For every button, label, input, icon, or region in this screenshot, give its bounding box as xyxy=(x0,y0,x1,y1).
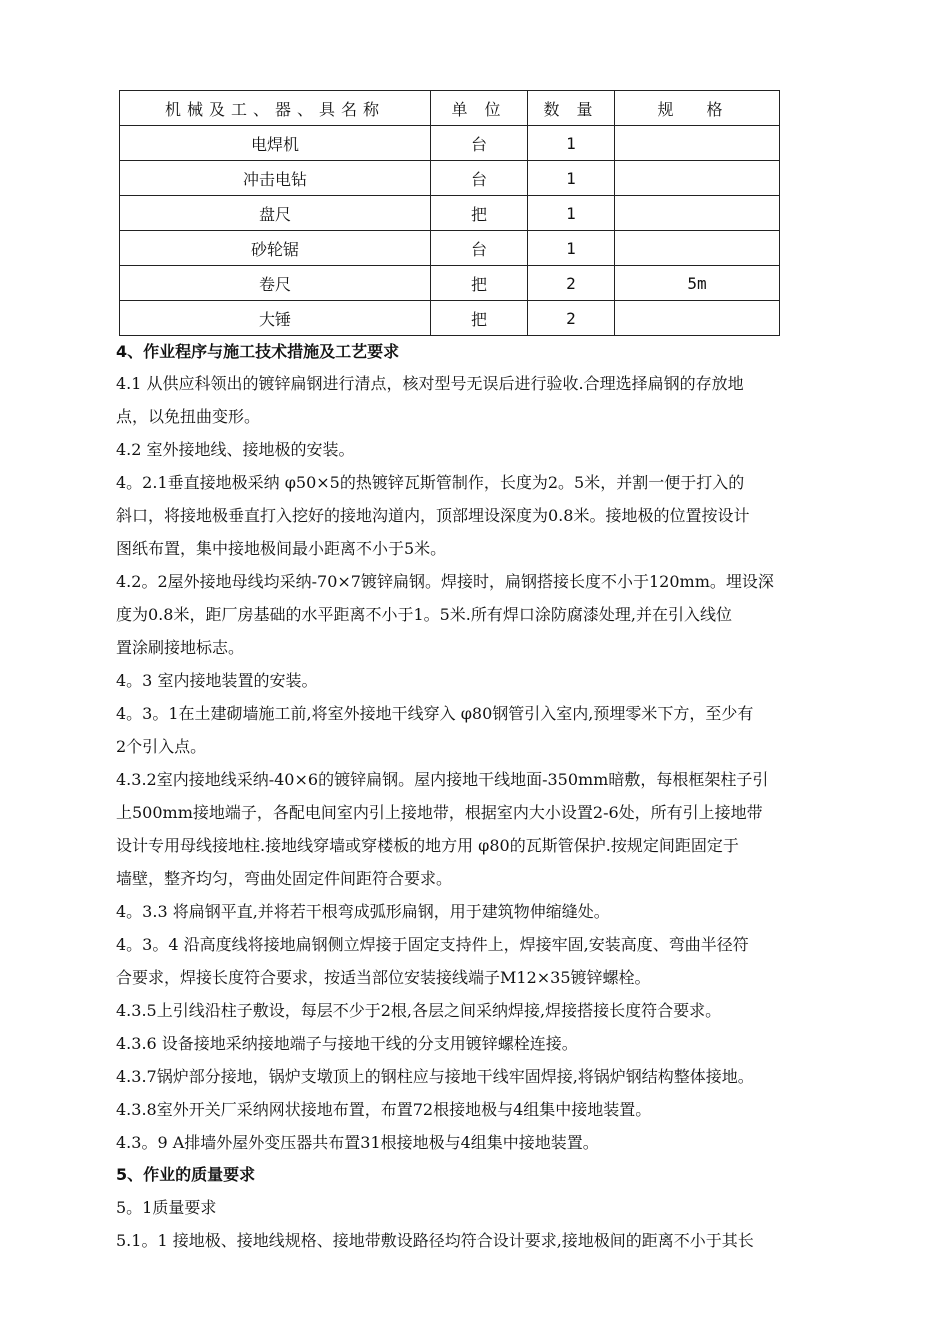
body-line: 合要求，焊接长度符合要求，按适当部位安装接线端子M12×35镀锌螺栓。 xyxy=(116,968,651,987)
body-line: 5.1。1 接地极、接地线规格、接地带敷设路径均符合设计要求,接地极间的距离不小于其长 xyxy=(116,1231,754,1250)
body-line: 墙壁，整齐均匀，弯曲处固定件间距符合要求。 xyxy=(116,869,453,888)
body-line: 4.3.5上引线沿柱子敷设，每层不少于2根,各层之间采纳焊接,焊接搭接长度符合要求。 xyxy=(116,1001,722,1020)
table-row xyxy=(120,231,780,266)
header-name: 机械及工、器、具名称 xyxy=(120,91,431,126)
body-line: 4。2.1垂直接地极采纳 φ50×5的热镀锌瓦斯管制作，长度为2。5米，并割一便于打入的 xyxy=(116,473,745,492)
section-heading-5: 5、作业的质量要求 xyxy=(116,1165,256,1184)
cell-spec xyxy=(615,301,780,336)
body-line: 4.2 室外接地线、接地极的安装。 xyxy=(116,440,355,459)
cell-name: 盘尺 xyxy=(120,196,431,231)
table-row xyxy=(120,301,780,336)
body-line: 4.3.2室内接地线采纳-40×6的镀锌扁钢。屋内接地干线地面-350mm暗敷，每根框架柱子引 xyxy=(116,770,769,789)
table-row xyxy=(120,161,780,196)
cell-quantity: 2 xyxy=(528,266,615,301)
body-line: 4。3。1在土建砌墙施工前,将室外接地干线穿入 φ80钢管引入室内,预埋零米下方，至少有 xyxy=(116,704,754,723)
tools-table xyxy=(119,90,780,336)
cell-spec xyxy=(615,196,780,231)
cell-quantity: 1 xyxy=(528,161,615,196)
cell-name: 卷尺 xyxy=(120,266,431,301)
cell-quantity: 1 xyxy=(528,231,615,266)
header-quantity: 数 量 xyxy=(528,91,615,126)
body-line: 设计专用母线接地柱.接地线穿墙或穿楼板的地方用 φ80的瓦斯管保护.按规定间距固定于 xyxy=(116,836,739,855)
body-line: 4.3。9 A排墙外屋外变压器共布置31根接地极与4组集中接地装置。 xyxy=(116,1133,599,1152)
body-line: 点，以免扭曲变形。 xyxy=(116,407,261,426)
body-line: 上500mm接地端子，各配电间室内引上接地带，根据室内大小设置2-6处，所有引上接地带 xyxy=(116,803,763,822)
body-line: 置涂刷接地标志。 xyxy=(116,638,245,657)
cell-unit: 把 xyxy=(431,196,528,231)
body-line: 4。3.3 将扁钢平直,并将若干根弯成弧形扁钢，用于建筑物伸缩缝处。 xyxy=(116,902,610,921)
cell-quantity: 1 xyxy=(528,196,615,231)
cell-spec: 5m xyxy=(615,266,780,301)
section-heading-4: 4、作业程序与施工技术措施及工艺要求 xyxy=(116,342,400,361)
cell-spec xyxy=(615,126,780,161)
cell-name: 冲击电钻 xyxy=(120,161,431,196)
body-line: 4.3.6 设备接地采纳接地端子与接地干线的分支用镀锌螺栓连接。 xyxy=(116,1034,578,1053)
body-line: 4.3.7锅炉部分接地，锅炉支墩顶上的钢柱应与接地干线牢固焊接,将锅炉钢结构整体接地。 xyxy=(116,1067,754,1086)
body-line: 4.1 从供应科领出的镀锌扁钢进行清点，核对型号无误后进行验收.合理选择扁钢的存放地 xyxy=(116,374,744,393)
body-line: 度为0.8米，距厂房基础的水平距离不小于1。5米.所有焊口涂防腐漆处理,并在引入线位 xyxy=(116,605,732,624)
table-header-row xyxy=(120,91,780,126)
body-line: 4。3。4 沿高度线将接地扁钢侧立焊接于固定支持件上，焊接牢固,安装高度、弯曲半径符 xyxy=(116,935,749,954)
cell-quantity: 2 xyxy=(528,301,615,336)
body-line: 斜口，将接地极垂直打入挖好的接地沟道内，顶部埋设深度为0.8米。接地极的位置按设计 xyxy=(116,506,750,525)
cell-spec xyxy=(615,161,780,196)
cell-quantity: 1 xyxy=(528,126,615,161)
header-unit: 单 位 xyxy=(431,91,528,126)
cell-name: 砂轮锯 xyxy=(120,231,431,266)
cell-unit: 台 xyxy=(431,231,528,266)
cell-unit: 台 xyxy=(431,161,528,196)
cell-unit: 台 xyxy=(431,126,528,161)
cell-unit: 把 xyxy=(431,266,528,301)
body-line: 4.2。2屋外接地母线均采纳-70×7镀锌扁钢。焊接时，扁钢搭接长度不小于120mm。埋设深 xyxy=(116,572,774,591)
table-row xyxy=(120,126,780,161)
body-line: 4.3.8室外开关厂采纳网状接地布置，布置72根接地极与4组集中接地装置。 xyxy=(116,1100,652,1119)
table-row xyxy=(120,266,780,301)
body-line: 4。3 室内接地装置的安装。 xyxy=(116,671,318,690)
body-line: 5。1质量要求 xyxy=(116,1198,217,1217)
cell-unit: 把 xyxy=(431,301,528,336)
cell-name: 大锤 xyxy=(120,301,431,336)
header-spec: 规 格 xyxy=(615,91,780,126)
body-line: 2个引入点。 xyxy=(116,737,207,756)
cell-name: 电焊机 xyxy=(120,126,431,161)
table-row xyxy=(120,196,780,231)
cell-spec xyxy=(615,231,780,266)
body-line: 图纸布置，集中接地极间最小距离不小于5米。 xyxy=(116,539,447,558)
